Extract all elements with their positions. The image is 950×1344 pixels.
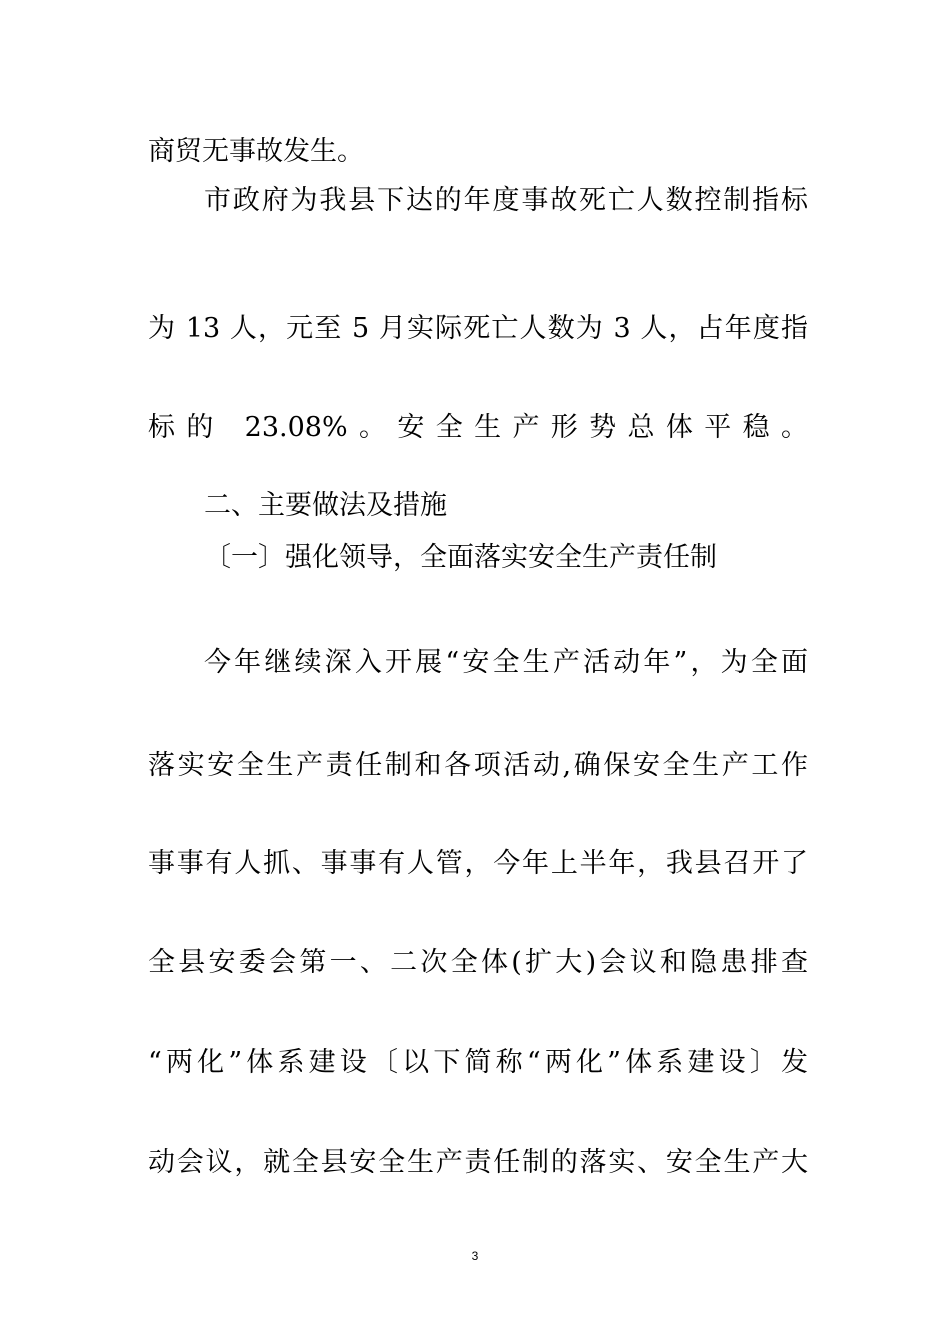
text-line-8: 落实安全生产责任制和各项活动,确保安全生产工作 <box>148 750 808 781</box>
page-number: 3 <box>471 1249 479 1263</box>
subsection-heading: 〔一〕强化领导，全面落实安全生产责任制 <box>204 542 717 573</box>
text-line-2: 市政府为我县下达的年度事故死亡人数控制指标 <box>204 185 808 216</box>
text-line-10: 全县安委会第一、二次全体(扩大)会议和隐患排查 <box>148 947 808 978</box>
text-line-4: 标的 23.08%。安全生产形势总体平稳。 <box>148 412 808 443</box>
text-line-9: 事事有人抓、事事有人管，今年上半年，我县召开了 <box>148 848 808 879</box>
text-line-7: 今年继续深入开展“安全生产活动年”，为全面 <box>204 647 808 678</box>
section-heading: 二、主要做法及措施 <box>204 490 447 521</box>
text-line-1: 商贸无事故发生。 <box>148 136 364 167</box>
text-line-11: “两化”体系建设〔以下简称“两化”体系建设〕发 <box>148 1047 808 1078</box>
text-line-12: 动会议，就全县安全生产责任制的落实、安全生产大 <box>148 1147 808 1178</box>
text-line-3: 为 13 人，元至 5 月实际死亡人数为 3 人，占年度指 <box>148 313 808 344</box>
